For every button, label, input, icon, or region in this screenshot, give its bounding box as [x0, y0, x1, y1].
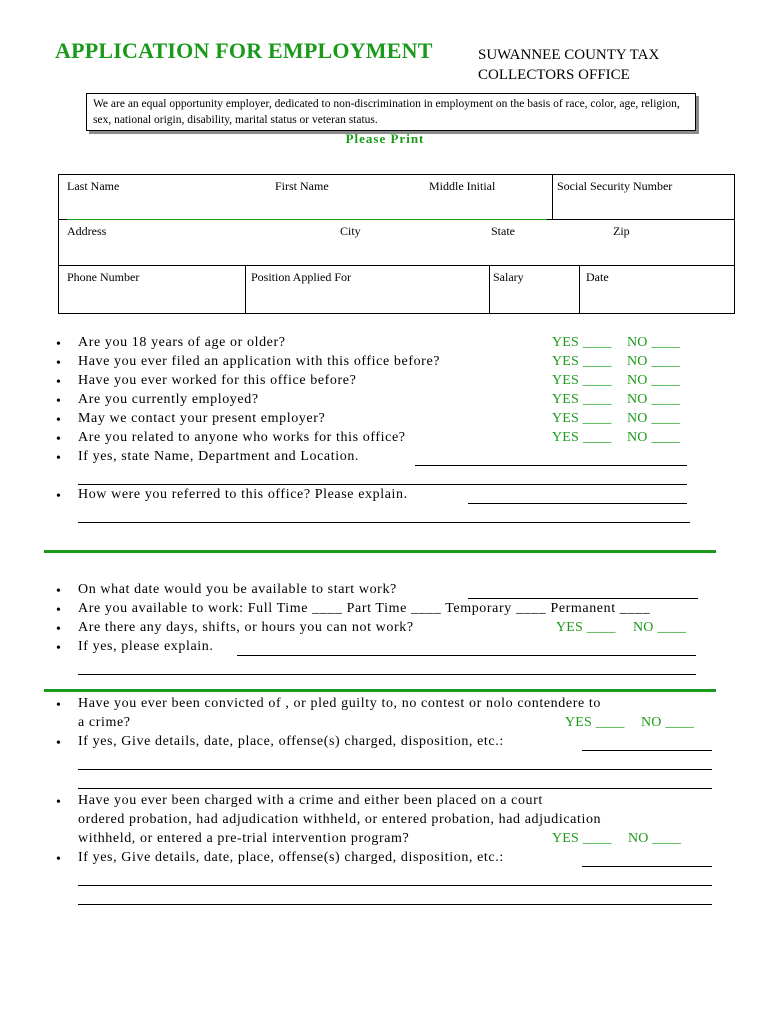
charged-no[interactable]: NO ____: [628, 831, 682, 846]
bullet: •: [56, 622, 62, 637]
charge-details-blank-3[interactable]: [78, 904, 712, 905]
question-age: Are you 18 years of age or older?: [78, 335, 286, 350]
related-no[interactable]: NO ____: [627, 430, 681, 445]
question-unavailable-times: Are there any days, shifts, or hours you can not work?: [78, 620, 414, 635]
question-charged-line-2: ordered probation, had adjudication withheld, or entered probation, had adjudication: [78, 812, 602, 827]
explain-blank-2[interactable]: [78, 674, 696, 675]
address-field[interactable]: Address: [67, 224, 107, 238]
state-field[interactable]: State: [491, 224, 515, 238]
worked-before-yes[interactable]: YES ____: [552, 373, 612, 388]
salary-field[interactable]: Salary: [493, 270, 524, 284]
ssn-field[interactable]: Social Security Number: [557, 179, 673, 193]
worked-before-no[interactable]: NO ____: [627, 373, 681, 388]
question-filed-before: Have you ever filed an application with this office before?: [78, 354, 441, 369]
bullet: •: [56, 603, 62, 618]
question-conviction-details: If yes, Give details, date, place, offense(s) charged, disposition, etc.:: [78, 734, 504, 749]
charge-details-blank[interactable]: [582, 866, 712, 867]
grid-col-divider: [579, 265, 580, 313]
grid-col-divider: [552, 175, 553, 219]
conviction-details-blank-3[interactable]: [78, 788, 712, 789]
bullet: •: [56, 489, 62, 504]
bullet: •: [56, 795, 62, 810]
age-no[interactable]: NO ____: [627, 335, 681, 350]
question-explain: If yes, please explain.: [78, 639, 214, 654]
explain-blank[interactable]: [237, 655, 696, 656]
grid-row-divider: [59, 265, 734, 266]
unavailable-yes[interactable]: YES ____: [556, 620, 616, 635]
bullet: •: [56, 584, 62, 599]
personal-info-grid: [58, 174, 735, 314]
charged-yes[interactable]: YES ____: [552, 831, 612, 846]
referral-blank-2[interactable]: [78, 522, 690, 523]
currently-employed-no[interactable]: NO ____: [627, 392, 681, 407]
question-charge-details: If yes, Give details, date, place, offense(s) charged, disposition, etc.:: [78, 850, 504, 865]
question-currently-employed: Are you currently employed?: [78, 392, 259, 407]
question-related: Are you related to anyone who works for this office?: [78, 430, 406, 445]
date-field[interactable]: Date: [586, 270, 609, 284]
grid-row-accent: [67, 219, 547, 220]
bullet: •: [56, 852, 62, 867]
convicted-yes[interactable]: YES ____: [565, 715, 625, 730]
question-worked-before: Have you ever worked for this office before?: [78, 373, 357, 388]
relation-details-blank-2[interactable]: [78, 484, 687, 485]
office-line-1: SUWANNEE COUNTY TAX: [478, 47, 660, 63]
form-title: APPLICATION FOR EMPLOYMENT: [55, 38, 433, 63]
related-yes[interactable]: YES ____: [552, 430, 612, 445]
filed-before-no[interactable]: NO ____: [627, 354, 681, 369]
contact-employer-no[interactable]: NO ____: [627, 411, 681, 426]
city-field[interactable]: City: [340, 224, 361, 238]
question-contact-employer: May we contact your present employer?: [78, 411, 326, 426]
section-separator: [44, 550, 716, 553]
office-line-2: COLLECTORS OFFICE: [478, 67, 630, 83]
eeo-statement: We are an equal opportunity employer, dedicated to non-discrimination in employment on the basis of race, color, age, religion, sex, national origin, disability, marital status or veteran status.: [86, 93, 696, 131]
charge-details-blank-2[interactable]: [78, 885, 712, 886]
bullet: •: [56, 375, 62, 390]
unavailable-no[interactable]: NO ____: [633, 620, 687, 635]
referral-blank[interactable]: [468, 503, 687, 504]
bullet: •: [56, 698, 62, 713]
bullet: •: [56, 413, 62, 428]
position-field[interactable]: Position Applied For: [251, 270, 352, 284]
question-relation-details: If yes, state Name, Department and Location.: [78, 449, 360, 464]
contact-employer-yes[interactable]: YES ____: [552, 411, 612, 426]
question-charged-line-1: Have you ever been charged with a crime and either been placed on a court: [78, 793, 543, 808]
convicted-no[interactable]: NO ____: [641, 715, 695, 730]
bullet: •: [56, 356, 62, 371]
question-referral: How were you referred to this office? Please explain.: [78, 487, 408, 502]
zip-field[interactable]: Zip: [613, 224, 630, 238]
age-yes[interactable]: YES ____: [552, 335, 612, 350]
filed-before-yes[interactable]: YES ____: [552, 354, 612, 369]
bullet: •: [56, 451, 62, 466]
phone-field[interactable]: Phone Number: [67, 270, 140, 284]
middle-initial-field[interactable]: Middle Initial: [429, 179, 496, 193]
relation-details-blank[interactable]: [415, 465, 687, 466]
conviction-details-blank-2[interactable]: [78, 769, 712, 770]
office-name: [478, 45, 659, 85]
question-convicted-line-2: a crime?: [78, 715, 131, 730]
last-name-field[interactable]: Last Name: [67, 179, 120, 193]
bullet: •: [56, 736, 62, 751]
bullet: •: [56, 641, 62, 656]
grid-col-divider: [245, 265, 246, 313]
first-name-field[interactable]: First Name: [275, 179, 329, 193]
bullet: •: [56, 337, 62, 352]
bullet: •: [56, 394, 62, 409]
bullet: •: [56, 432, 62, 447]
start-date-blank[interactable]: [468, 598, 698, 599]
question-work-type[interactable]: Are you available to work: Full Time ____ Part Time ____ Temporary ____ Permanent ____: [78, 601, 651, 616]
please-print-note: Please Print: [345, 131, 425, 146]
question-start-date: On what date would you be available to start work?: [78, 582, 397, 597]
currently-employed-yes[interactable]: YES ____: [552, 392, 612, 407]
section-separator: [44, 689, 716, 692]
question-charged-line-3: withheld, or entered a pre-trial intervention program?: [78, 831, 410, 846]
grid-col-divider: [489, 265, 490, 313]
question-convicted-line-1: Have you ever been convicted of , or pled guilty to, no contest or nolo contendere to: [78, 696, 601, 711]
conviction-details-blank[interactable]: [582, 750, 712, 751]
